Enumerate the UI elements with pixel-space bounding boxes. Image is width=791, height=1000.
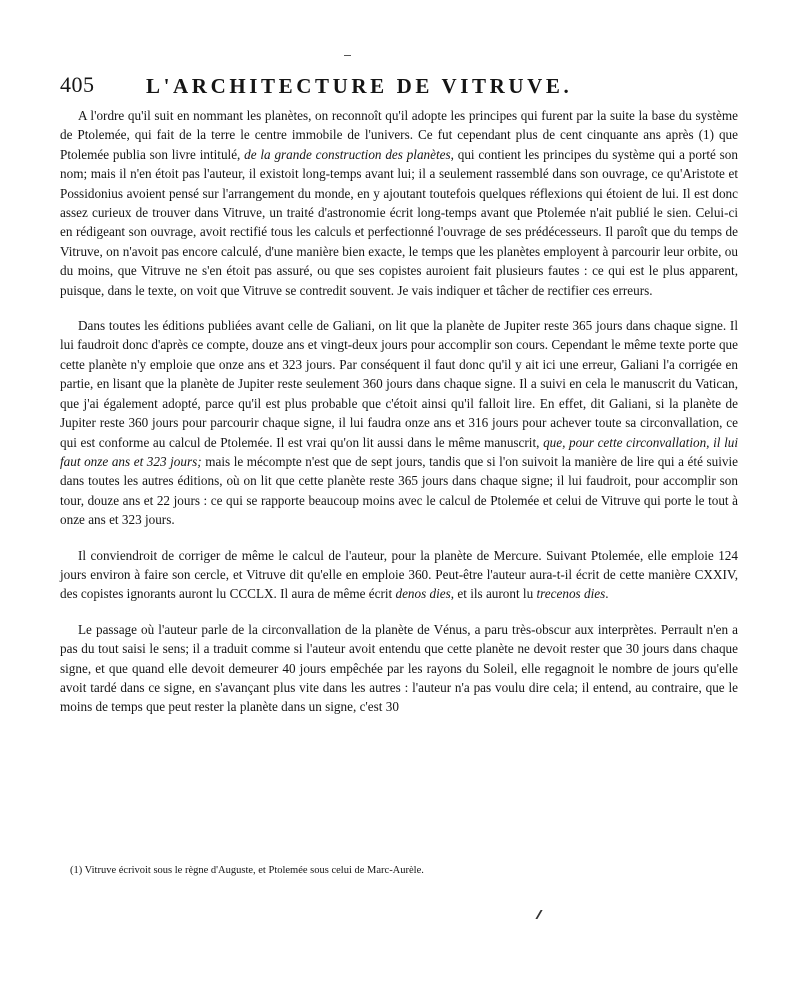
text-run: A l'ordre qu'il suit en nommant les planètes, on reconnoît qu'il adopte les principes qui furent par la suite la base du système de Ptolemée, qui fait de la terre le centre immobile de l'univers. Ce fut cependant plus de cent cinquante ans après (1) que Ptolemée publia son livre intitulé,	[60, 108, 738, 162]
italic-text: trecenos dies	[536, 586, 606, 602]
text-run: Il conviendroit de corriger de même le calcul de l'auteur, pour la planète de Mercure. Suivant Ptolemée, elle emploie 124 jours environ à faire son cercle, et Vitruve dit qu'elle en emploie 360. Peut-être l'auteur aura-t-il écrit de cette manière CXXIV, des copistes ignorants auront lu CCCLX. Il aura de même écrit	[60, 547, 738, 602]
text-run: mais le mécompte n'est que de sept jours, tandis que si l'on suivoit la manière de lire qui a été suivie dans toutes les autres éditions, où on lit que cette planète reste 365 jours dans chaque signe; il lui faudroit, pour accomplir son tour, douze ans et 22 jours : ce qui se rapporte beaucoup moins avec le calcul de Ptolemée et celui de Vitruve qui porte le tout à onze ans et 323 jours.	[60, 453, 738, 528]
running-title: L'ARCHITECTURE DE VITRUVE.	[146, 74, 573, 98]
page-header	[60, 72, 740, 102]
italic-text: denos dies	[395, 586, 451, 602]
paragraph	[60, 316, 738, 529]
paragraph	[60, 620, 738, 717]
text-run: , qui contient les principes du système qui a porté son nom; mais il n'en étoit pas l'auteur, il existoit long-temps avant lui; il a seulement rassemblé dans son ouvrage, ce qu'Aristote et Possidonius avoient pensé sur l'arrangement du monde, en y ajoutant toutefois quelques réflexions qui étoient de lui. Il est donc assez curieux de trouver dans Vitruve, un traité d'astronomie écrit long-temps avant que Ptolemée n'ait publié le sien. Celui-ci en rédigeant son ouvrage, avoit rectifié tous les calculs et perfectionné l'ouvrage de ses prédécesseurs. Il paroît que du temps de Vitruve, on n'avoit pas encore calculé, d'une manière bien exacte, le temps que les planètes employent à parcourir leur orbite, ou du moins, que Vitruve ne s'en étoit pas assuré, ou que ses copistes auroient fait plusieurs fautes : ce qui est le plus apparent, puisque, dans le texte, on voit que Vitruve se contredit souvent. Je vais indiquer et tâcher de rectifier ces erreurs.	[60, 146, 738, 298]
text-run: .	[605, 586, 609, 602]
text-run: Le passage où l'auteur parle de la circonvallation de la planète de Vénus, a paru très-obscur aux interprètes. Perrault n'en a pas du tout saisi le sens; il a traduit comme si l'auteur avoit entendu que cette planète ne devoit rester que 30 jours dans chaque signe, et que quand elle devoit demeurer 40 jours empêchée par les rayons du Soleil, elle regagnoit le nombre de jours qu'elle avoit tardé dans ce signe, en s'avançant plus vite dans les autres : l'auteur n'a pas voulu dire cela; il entend, au contraire, que le moins de temps que peut rester la planète dans un signe, c'est 30	[60, 621, 738, 715]
page-number: 405	[60, 72, 95, 97]
print-mark	[344, 55, 351, 56]
italic-text: que, pour cette circonvallation, il lui faut onze ans et 323 jours;	[60, 434, 738, 469]
body-text	[60, 106, 738, 717]
text-run: , et ils auront lu	[450, 586, 537, 602]
footnote: (1) Vitruve écrivoit sous le règne d'Auguste, et Ptolemée sous celui de Marc-Aurèle.	[70, 865, 424, 876]
print-mark	[529, 910, 542, 919]
text-run: Dans toutes les éditions publiées avant celle de Galiani, on lit que la planète de Jupiter reste 365 jours dans chaque signe. Il lui faudroit donc d'après ce compte, douze ans et vingt-deux jours pour accomplir son cours. Cependant le même texte porte que cette planète n'y emploie que onze ans et 323 jours. Par conséquent il faut donc qu'il y ait ici une erreur, Galiani l'a corrigée en partie, en lisant que la planète de Jupiter reste seulement 360 jours dans chaque signe. Il a suivi en cela le manuscrit du Vatican, que j'ai également adopté, parce qu'il est plus probable que c'étoit ainsi qu'il falloit lire. En effet, dit Galiani, si la planète de Jupiter reste 360 jours pour parcourir chaque signe, il lui faudra onze ans et 316 jours pour achever toute sa circonvallation, ce qui est conforme au calcul de Ptolemée. Il est vrai qu'on lit aussi dans le même manuscrit,	[60, 318, 738, 450]
paragraph	[60, 106, 738, 300]
paragraph	[60, 546, 738, 604]
italic-text: de la grande construction des planètes	[244, 146, 451, 162]
